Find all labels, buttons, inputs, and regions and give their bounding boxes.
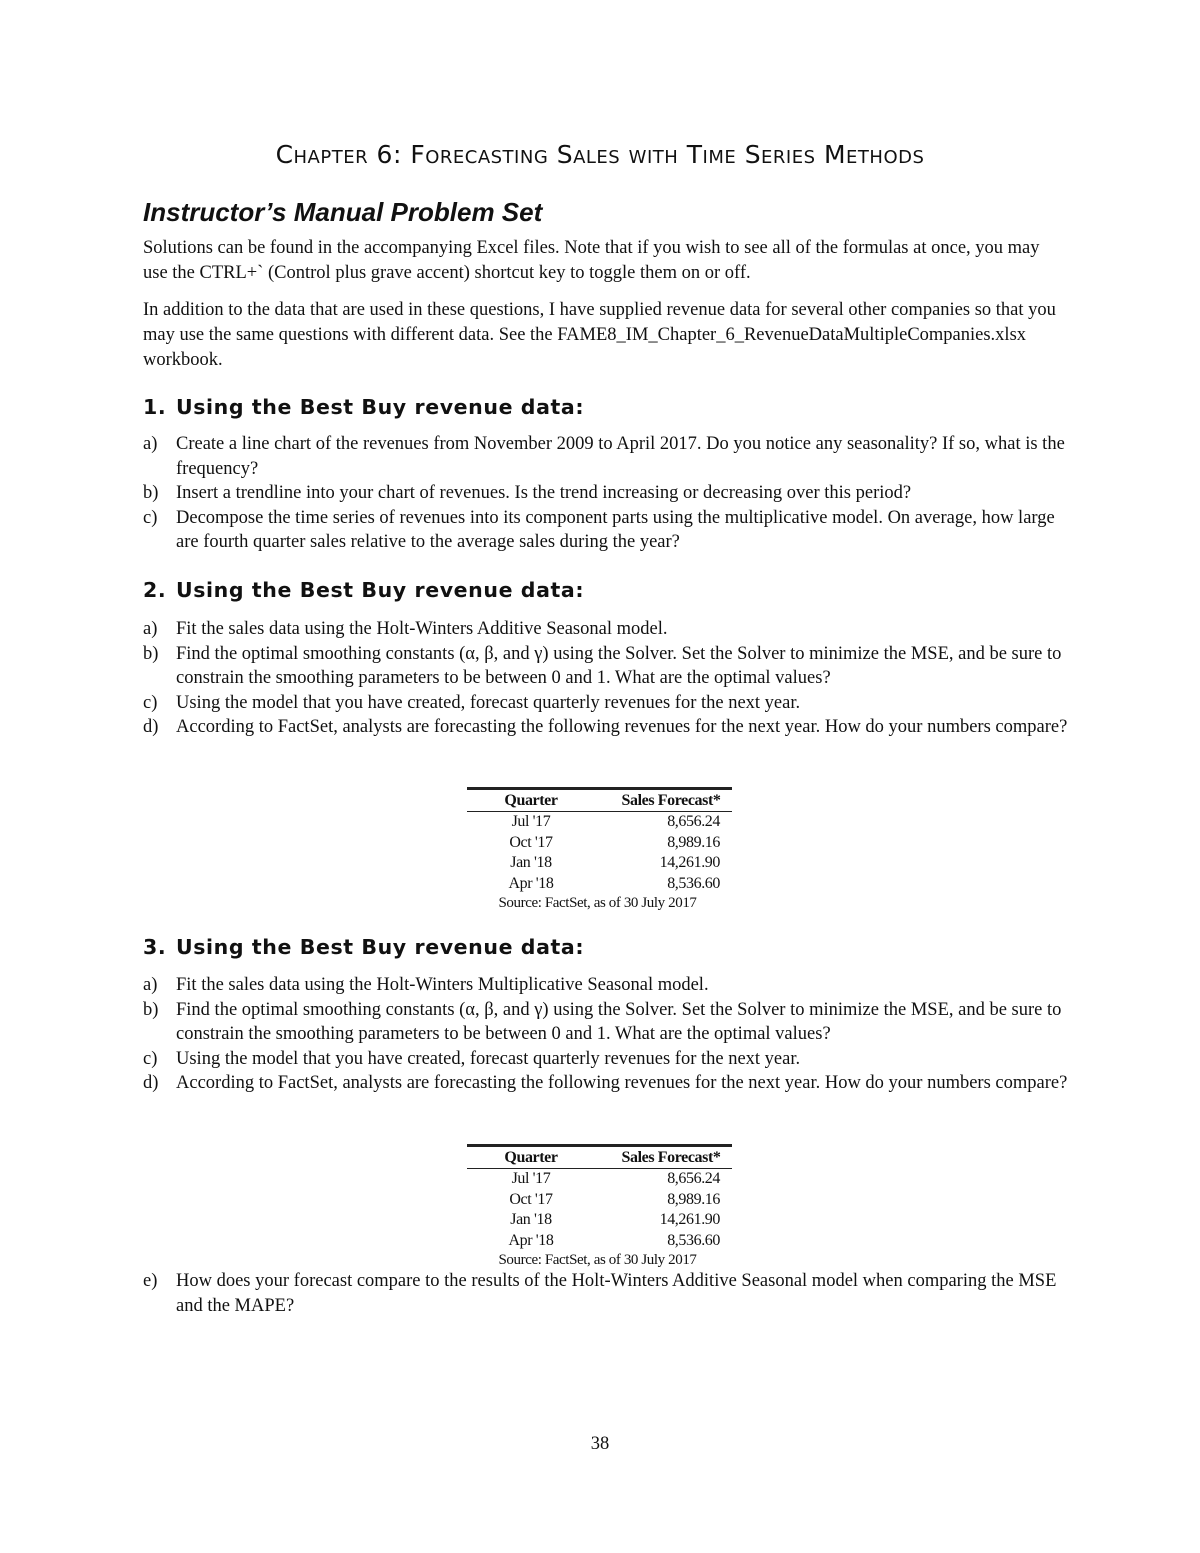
- item-marker: a): [143, 975, 158, 995]
- forecast-cell: 8,989.16: [667, 833, 720, 851]
- list-item: [143, 1071, 1073, 1096]
- item-text: Find the optimal smoothing constants (α, β, and γ) using the Solver. Set the Solver to minimize the MSE, and be sure to constrain the smoothing parameters to be between 0 and 1. What are the optimal values?: [176, 643, 1062, 688]
- page-number: 38: [590, 1434, 610, 1454]
- quarter-cell: Oct '17: [509, 833, 553, 851]
- list-item: [143, 617, 1073, 642]
- table-row: [467, 1190, 732, 1211]
- section-number: 3.: [143, 935, 167, 959]
- item-text: Find the optimal smoothing constants (α, β, and γ) using the Solver. Set the Solver to minimize the MSE, and be sure to constrain the smoothing parameters to be between 0 and 1. What are the optimal values?: [176, 999, 1062, 1044]
- quarter-cell: Apr '18: [508, 874, 554, 892]
- list-item: [143, 506, 1073, 555]
- quarter-cell: Apr '18: [508, 1231, 554, 1249]
- item-text: Fit the sales data using the Holt-Winters Multiplicative Seasonal model.: [176, 975, 709, 995]
- item-text: Decompose the time series of revenues into its component parts using the multiplicative model. On average, how large are fourth quarter sales relative to the average sales during the year?: [176, 507, 1055, 552]
- item-marker: c): [143, 692, 158, 713]
- table-row: [467, 853, 732, 874]
- table-source-note: Source: FactSet, as of 30 July 2017: [498, 1252, 697, 1268]
- item-text: Insert a trendline into your chart of revenues. Is the trend increasing or decreasing over this period?: [176, 483, 912, 503]
- list-item: [143, 973, 1073, 998]
- forecast-cell: 8,536.60: [667, 874, 720, 892]
- quarter-cell: Jul '17: [511, 813, 551, 830]
- section-heading: [143, 935, 584, 959]
- table-header: [467, 1144, 732, 1169]
- quarter-cell: Jan '18: [510, 854, 552, 871]
- question-list: [143, 432, 1073, 555]
- question-list: [143, 973, 1073, 1096]
- problem-set-subtitle: Instructor’s Manual Problem Set: [143, 197, 543, 227]
- table-row: [467, 1231, 732, 1252]
- header-sales-forecast: Sales Forecast*: [621, 792, 721, 809]
- forecast-cell: 8,656.24: [667, 1170, 720, 1187]
- forecast-cell: 14,261.90: [659, 1211, 720, 1228]
- item-marker: e): [143, 1271, 158, 1291]
- list-item: [143, 432, 1073, 481]
- quarter-cell: Jul '17: [511, 1170, 551, 1187]
- table-row: [467, 812, 732, 833]
- section-heading: [143, 578, 584, 602]
- item-text: Using the model that you have created, forecast quarterly revenues for the next year.: [176, 1048, 801, 1069]
- item-marker: d): [143, 717, 159, 737]
- forecast-cell: 14,261.90: [659, 854, 720, 871]
- forecast-cell: 8,656.24: [667, 813, 720, 830]
- item-marker: c): [143, 1048, 158, 1069]
- question-list: [143, 1269, 1073, 1318]
- forecast-cell: 8,536.60: [667, 1231, 720, 1249]
- header-quarter: Quarter: [504, 1149, 558, 1166]
- item-text: Create a line chart of the revenues from November 2009 to April 2017. Do you notice any seasonality? If so, what is the frequency?: [176, 434, 1065, 479]
- header-sales-forecast: Sales Forecast*: [621, 1149, 721, 1166]
- list-item: [143, 481, 1073, 506]
- list-item: [143, 998, 1073, 1047]
- table-row: [467, 833, 732, 854]
- question-list: [143, 617, 1073, 740]
- item-marker: a): [143, 434, 158, 454]
- table-header: [467, 787, 732, 812]
- intro-paragraph: In addition to the data that are used in these questions, I have supplied revenue data for several other companies so that you may use the same questions with different data. See the FAME8_IM_Chapter_6_RevenueDataMultipleCompanies.xlsx workbook.: [143, 300, 1056, 370]
- forecast-table: [467, 787, 732, 913]
- intro-paragraph: Solutions can be found in the accompanying Excel files. Note that if you wish to see all of the formulas at once, you may use the CTRL+` (Control plus grave accent) shortcut key to toggle them on or off.: [143, 238, 1040, 283]
- quarter-cell: Oct '17: [509, 1190, 553, 1208]
- item-marker: b): [143, 643, 159, 664]
- item-marker: c): [143, 507, 158, 528]
- list-item: [143, 1047, 1073, 1072]
- item-text: According to FactSet, analysts are forecasting the following revenues for the next year. How do your numbers compare?: [176, 717, 1068, 737]
- list-item: [143, 642, 1073, 691]
- section-number: 1.: [143, 395, 167, 419]
- section-heading: [143, 395, 584, 419]
- item-text: According to FactSet, analysts are forecasting the following revenues for the next year. How do your numbers compare?: [176, 1073, 1068, 1093]
- table-row: [467, 874, 732, 895]
- list-item: [143, 1269, 1073, 1318]
- item-text: Using the model that you have created, forecast quarterly revenues for the next year.: [176, 692, 801, 713]
- table-row: [467, 1210, 732, 1231]
- section-heading-text: Using the Best Buy revenue data:: [176, 578, 585, 602]
- header-quarter: Quarter: [504, 792, 558, 809]
- quarter-cell: Jan '18: [510, 1211, 552, 1228]
- item-marker: b): [143, 483, 159, 503]
- item-marker: b): [143, 999, 159, 1020]
- table-row: [467, 1169, 732, 1190]
- chapter-title: Chapter 6: Forecasting Sales with Time Series Methods: [275, 140, 925, 169]
- section-number: 2.: [143, 578, 167, 602]
- table-source-note: Source: FactSet, as of 30 July 2017: [498, 895, 697, 911]
- forecast-table: [467, 1144, 732, 1270]
- section-heading-text: Using the Best Buy revenue data:: [176, 935, 585, 959]
- item-text: How does your forecast compare to the results of the Holt-Winters Additive Seasonal model when comparing the MSE and the MAPE?: [176, 1271, 1057, 1316]
- item-marker: d): [143, 1073, 159, 1093]
- item-marker: a): [143, 619, 158, 639]
- list-item: [143, 691, 1073, 716]
- forecast-cell: 8,989.16: [667, 1190, 720, 1208]
- section-heading-text: Using the Best Buy revenue data:: [176, 395, 585, 419]
- list-item: [143, 715, 1073, 740]
- item-text: Fit the sales data using the Holt-Winters Additive Seasonal model.: [176, 619, 668, 639]
